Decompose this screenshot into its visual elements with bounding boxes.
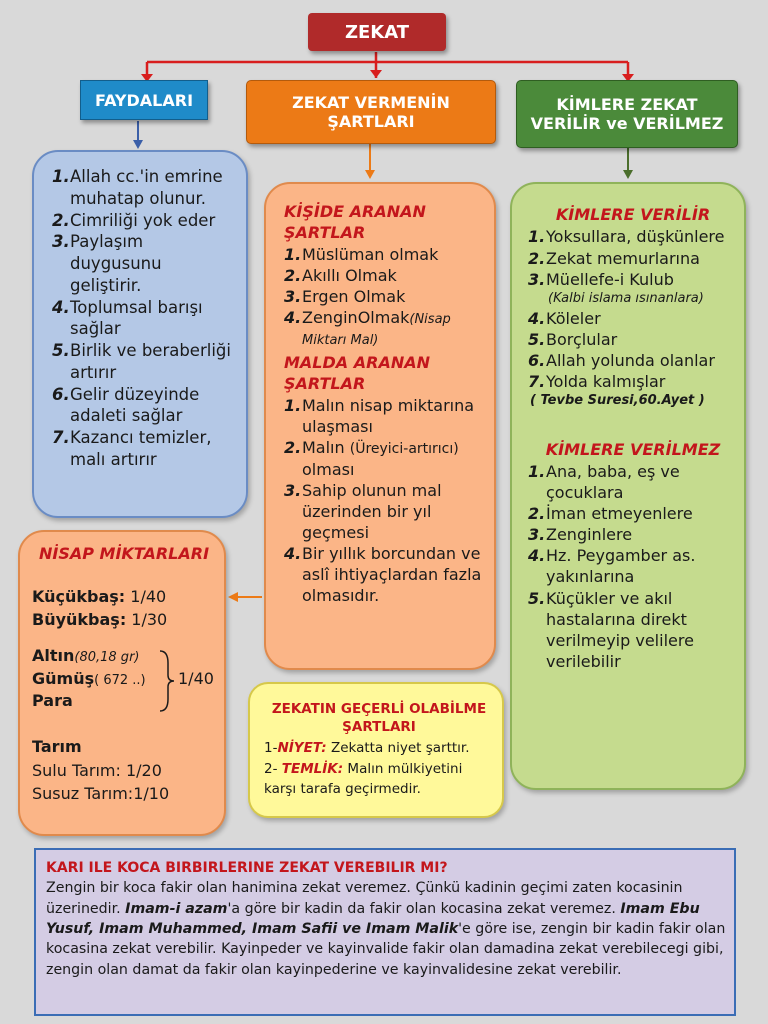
faydalari-item <box>52 427 238 471</box>
gecerli-title-line2: ŞARTLARI <box>342 719 416 736</box>
mal-item-4-text: Bir yıllık borcundan ve aslî ihtiyaçlardan fazla olmasıdır. <box>302 543 482 606</box>
verilmez-item-num: 2. <box>528 504 546 524</box>
faydalari-item-text: Paylaşım duygusunu geliştirir. <box>70 232 162 295</box>
faydalari-item <box>52 297 238 341</box>
mal-item-1-text: Malın nisap miktarına ulaşması <box>302 395 475 436</box>
gecerli-title-line1: ZEKATIN GEÇERLİ OLABİLME <box>271 701 487 717</box>
kari-title: KARI ILE KOCA BIRBIRLERINE ZEKAT VEREBILIR MI? <box>46 860 448 876</box>
verilir-item-num: 4. <box>528 308 546 328</box>
kisi-list-4 <box>284 307 486 349</box>
nisap-sulu: Sulu Tarım: 1/20 <box>32 760 162 780</box>
faydalari-item-num: 3. <box>52 232 70 252</box>
nisap-group-value: 1/40 <box>178 669 214 689</box>
verilir-item-num: 5. <box>528 330 546 350</box>
kimlere-header-line1: KİMLERE ZEKAT <box>556 95 698 114</box>
verilir-item <box>528 329 738 350</box>
verilmez-item-num: 5. <box>528 588 546 608</box>
verilir-item-text: Yolda kalmışlar <box>546 372 666 392</box>
mal-item-2-num: 2. <box>284 438 302 458</box>
verilmez-item <box>528 588 738 672</box>
faydalari-list <box>52 166 238 471</box>
verilir-item <box>528 350 738 371</box>
verilir-title: KİMLERE VERİLİR <box>555 205 711 224</box>
kisi-title: KİŞİDE ARANAN ŞARTLAR <box>284 202 426 242</box>
verilir-item <box>528 248 738 269</box>
kisi-item-num: 3. <box>284 286 302 306</box>
gecerli-panel <box>248 682 504 818</box>
verilmez-item-num: 3. <box>528 525 546 545</box>
title-zekat: ZEKAT <box>308 13 446 51</box>
kisi-list <box>284 244 486 307</box>
sartlar-panel <box>264 182 496 670</box>
kisi-item <box>284 286 486 307</box>
nisap-title: NİSAP MİKTARLARI <box>38 544 210 563</box>
mal-item-2-text: Malın (Üreyici-artırıcı) olması <box>302 438 459 479</box>
mal-list <box>284 395 486 606</box>
verilmez-list <box>528 461 738 672</box>
kisi-item <box>284 265 486 286</box>
nisap-tarim: Tarım <box>32 737 82 757</box>
kisi-item-num: 1. <box>284 244 302 264</box>
sartlar-header-line2: ŞARTLARI <box>327 112 415 131</box>
verilmez-item-text: İman etmeyenlere <box>546 504 693 524</box>
kimlere-header-line2: VERİLİR ve VERİLMEZ <box>530 114 724 133</box>
gecerli-item-1: 1-NİYET: Zekatta niyet şarttır. <box>264 740 470 757</box>
verilir-item-text: Müellefe-i Kulub <box>546 269 674 289</box>
faydalari-item <box>52 384 238 428</box>
faydalari-item-num: 7. <box>52 428 70 448</box>
faydalari-item-num: 4. <box>52 297 70 317</box>
kisi-item-4-num: 4. <box>284 307 302 327</box>
nisap-altin: Altın(80,18 gr) <box>32 646 140 666</box>
verilmez-title: KİMLERE VERİLMEZ <box>545 439 721 459</box>
verilir-item-num: 2. <box>528 248 546 268</box>
faydalari-item-text: Cimriliği yok eder <box>70 210 216 230</box>
verilir-item-num: 3. <box>528 269 546 289</box>
nisap-para: Para <box>32 691 73 711</box>
faydalari-item <box>52 340 238 384</box>
verilmez-item <box>528 503 738 524</box>
verilir-item-text: Köleler <box>546 308 601 328</box>
faydalari-item-num: 2. <box>52 210 70 230</box>
verilmez-item <box>528 545 738 587</box>
nisap-susuz: Susuz Tarım:1/10 <box>32 783 170 803</box>
faydalari-item-text: Gelir düzeyinde adaleti sağlar <box>70 384 200 426</box>
mal-item-3-num: 3. <box>284 480 302 500</box>
mal-item-2 <box>284 437 486 480</box>
verilmez-item-text: Hz. Peygamber as. yakınlarına <box>546 546 696 587</box>
mal-item-4-num: 4. <box>284 543 302 563</box>
faydalari-header: FAYDALARI <box>80 80 208 120</box>
gecerli-title <box>264 700 494 736</box>
sartlar-header <box>246 80 496 144</box>
verilir-item <box>528 226 738 247</box>
nisap-buyukbas: Büyükbaş: 1/30 <box>32 610 168 630</box>
kari-text: Zengin bir koca fakir olan hanimina zekat veremez. Çünkü kadinin geçimi zaten kocasinin üzerinedir. Imam-i azam'a göre bir kadin da fakir olan kocasina zekat veremez. Imam Ebu Yusuf, Imam Muhammed, Imam Safii ve Imam Malik'e göre ise, zengin bir kadin fakir olan kocasina zekat verebilir. Kayinpeder ve kayinvalide fakir olan damadina zekat verebilecegi gibi, zengin olan damat da fakir olan kayinpederine ve kayinvalidesine zekat verebilir. <box>46 880 726 978</box>
faydalari-item <box>52 166 238 210</box>
nisap-kucukbas: Küçükbaş: 1/40 <box>32 587 167 606</box>
nisap-gumus: Gümüş( 672 ..) <box>32 668 146 688</box>
kisi-item-4-note: (Nisap Miktarı Mal) <box>302 311 451 349</box>
verilir-item-num: 1. <box>528 227 546 247</box>
kisi-item-num: 2. <box>284 265 302 285</box>
mal-item-1-num: 1. <box>284 395 302 415</box>
kimlere-header <box>516 80 738 148</box>
mal-item-1 <box>284 395 486 437</box>
mal-item-3-text: Sahip olunun mal üzerinden bir yıl geçmesi <box>302 480 442 542</box>
kisi-item <box>284 244 486 265</box>
verilir-item-num: 7. <box>528 372 546 392</box>
faydalari-item-text: Kazancı temizler, malı artırır <box>70 428 212 469</box>
verilir-item-text: Allah yolunda olanlar <box>546 351 715 371</box>
faydalari-item <box>52 210 238 232</box>
mal-title: MALDA ARANAN ŞARTLAR <box>284 353 430 394</box>
faydalari-item-num: 1. <box>52 167 70 186</box>
gecerli-item-2: 2- TEMLİK: Malın mülkiyetini karşı tarafa geçirmedir. <box>264 760 463 797</box>
verilir-note: (Kalbi islama ısınanlara) <box>548 290 704 306</box>
faydalari-item-text: Toplumsal barışı sağlar <box>70 297 203 339</box>
verilir-item-num: 6. <box>528 351 546 371</box>
verilmez-item <box>528 524 738 545</box>
verilir-item <box>528 371 738 392</box>
faydalari-item <box>52 231 238 296</box>
verilmez-item-text: Küçükler ve akıl hastalarına direkt verilmeyip velilere verilebilir <box>546 588 694 671</box>
verilmez-item-num: 4. <box>528 546 546 566</box>
faydalari-item-num: 6. <box>52 384 70 404</box>
kari-panel <box>34 848 736 1016</box>
verilir-item-text: Borçlular <box>546 330 618 350</box>
kisi-item-text: Ergen Olmak <box>302 286 406 306</box>
kisi-item-text: Müslüman olmak <box>302 244 439 264</box>
faydalari-panel <box>32 150 248 518</box>
nisap-panel <box>18 530 226 836</box>
verilmez-item-text: Zenginlere <box>546 525 633 545</box>
verilir-item <box>528 308 738 329</box>
kisi-item-4 <box>284 307 486 349</box>
verilmez-item <box>528 461 738 503</box>
kisi-item-text: Akıllı Olmak <box>302 265 397 285</box>
sartlar-header-line1: ZEKAT VERMENİN <box>292 93 450 112</box>
mal-item-4 <box>284 543 486 606</box>
faydalari-item-text: Birlik ve beraberliği artırır <box>70 341 231 382</box>
kisi-item-4-text: ZenginOlmak(Nisap Miktarı Mal) <box>302 307 451 349</box>
verilir-item-text: Zekat memurlarına <box>546 248 700 268</box>
faydalari-item-num: 5. <box>52 341 70 361</box>
kimlere-panel <box>510 182 746 790</box>
nisap-brace <box>158 649 176 713</box>
verilir-item-text: Yoksullara, düşkünlere <box>546 227 725 247</box>
nisap-group <box>32 645 216 717</box>
verilmez-item-text: Ana, baba, eş ve çocuklara <box>546 461 680 503</box>
verilir-item <box>528 269 738 290</box>
verilir-source: ( Tevbe Suresi,60.Ayet ) <box>530 393 705 409</box>
verilmez-item-num: 1. <box>528 461 546 481</box>
mal-item-3 <box>284 480 486 543</box>
verilir-list <box>528 226 738 289</box>
verilir-list-2 <box>528 308 738 392</box>
faydalari-item-text: Allah cc.'in emrine muhatap olunur. <box>70 167 223 208</box>
